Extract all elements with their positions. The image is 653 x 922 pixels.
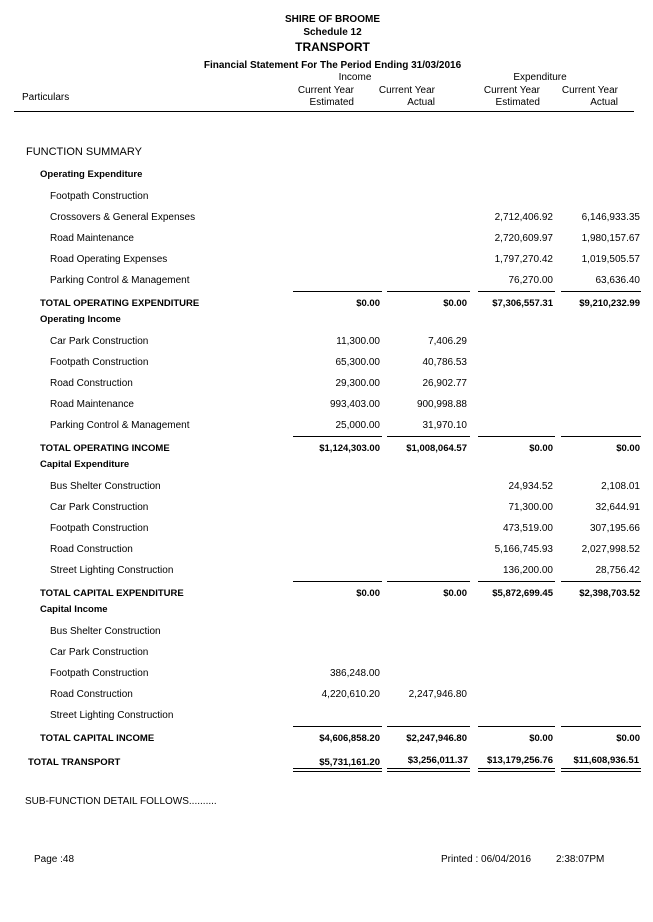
income-actual-header: Current Year Actual [378,85,435,108]
row-label: Road Construction [50,378,133,389]
income-actual-cell: $0.00 [443,298,467,309]
row-label: Road Construction [50,689,133,700]
income-estimated-cell: 993,403.00 [329,399,380,410]
subtotal-rule [387,291,470,292]
income-estimated-cell: 4,220,610.20 [321,689,380,700]
grand-total-expenditure-estimated: $13,179,256.76 [486,755,553,766]
subtotal-rule [478,581,555,582]
subtotal-rule [478,436,555,437]
expenditure-estimated-cell: 24,934.52 [508,481,553,492]
income-actual-cell: 900,998.88 [416,399,467,410]
expenditure-estimated-cell: 76,270.00 [508,275,553,286]
particulars-header: Particulars [22,92,70,103]
subtotal-rule [561,291,641,292]
subtotal-rule [293,291,382,292]
grand-total-rule [293,768,382,772]
subtotal-rule [387,436,470,437]
expenditure-actual-cell: $9,210,232.99 [579,298,640,309]
schedule-label: Schedule 12 [303,27,362,38]
section-title: FUNCTION SUMMARY [26,146,142,158]
subtotal-rule [293,726,382,727]
expenditure-actual-cell: $0.00 [616,443,640,454]
total-row-label: TOTAL CAPITAL EXPENDITURE [40,588,184,599]
income-actual-cell: 40,786.53 [422,357,467,368]
income-estimated-cell: 29,300.00 [335,378,380,389]
expenditure-actual-cell: $0.00 [616,733,640,744]
expenditure-estimated-cell: 5,166,745.93 [494,544,553,555]
income-estimated-cell: 386,248.00 [329,668,380,679]
row-label: Parking Control & Management [50,275,190,286]
grand-total-income-estimated: $5,731,161.20 [319,757,380,768]
expenditure-actual-cell: 1,019,505.57 [581,254,640,265]
row-label: Bus Shelter Construction [50,481,161,492]
expenditure-estimated-cell: $0.00 [529,733,553,744]
group-heading: Capital Expenditure [40,459,130,470]
subtotal-rule [561,436,641,437]
subtotal-rule [387,581,470,582]
group-heading: Operating Income [40,314,121,325]
row-label: Footpath Construction [50,191,149,202]
income-actual-cell: 26,902.77 [422,378,467,389]
subtotal-rule [387,726,470,727]
subtotal-rule [478,291,555,292]
income-estimated-cell: 25,000.00 [335,420,380,431]
row-label: Footpath Construction [50,668,149,679]
group-heading: Operating Expenditure [40,169,143,180]
total-row-label: TOTAL OPERATING EXPENDITURE [40,298,200,309]
subtotal-rule [478,726,555,727]
expenditure-actual-cell: 2,027,998.52 [581,544,640,555]
income-estimated-cell: $0.00 [356,588,380,599]
income-actual-cell: 7,406.29 [428,336,467,347]
subtotal-rule [293,581,382,582]
expenditure-estimated-cell: 1,797,270.42 [494,254,553,265]
row-label: Road Maintenance [50,399,134,410]
income-estimated-cell: $1,124,303.00 [319,443,380,454]
expenditure-actual-cell: 2,108.01 [601,481,640,492]
row-label: Footpath Construction [50,357,149,368]
subtotal-rule [561,726,641,727]
row-label: Bus Shelter Construction [50,626,161,637]
income-estimated-header: Current Year Estimated [297,85,354,108]
expenditure-group-header: Expenditure [513,72,567,83]
expenditure-actual-cell: 6,146,933.35 [581,212,640,223]
grand-total-label: TOTAL TRANSPORT [28,757,121,768]
row-label: Road Operating Expenses [50,254,168,265]
period-label: Financial Statement For The Period Ending 31/03/2016 [203,60,462,71]
income-actual-cell: 31,970.10 [422,420,467,431]
row-label: Road Maintenance [50,233,134,244]
page-number: Page :48 [34,854,75,865]
grand-total-income-actual: $3,256,011.37 [407,755,468,766]
grand-total-rule [478,768,555,772]
income-actual-cell: $2,247,946.80 [406,733,467,744]
total-row-label: TOTAL CAPITAL INCOME [40,733,155,744]
row-label: Car Park Construction [50,647,149,658]
expenditure-actual-header: Current Year Actual [561,85,618,108]
row-label: Street Lighting Construction [50,710,174,721]
expenditure-estimated-cell: $7,306,557.31 [492,298,553,309]
subtotal-rule [561,581,641,582]
row-label: Parking Control & Management [50,420,190,431]
expenditure-estimated-cell: 71,300.00 [508,502,553,513]
expenditure-estimated-header: Current Year Estimated [483,85,540,108]
expenditure-actual-cell: 32,644.91 [595,502,640,513]
expenditure-estimated-cell: $0.00 [529,443,553,454]
row-label: Street Lighting Construction [50,565,174,576]
income-actual-cell: $1,008,064.57 [406,443,467,454]
income-group-header: Income [338,72,372,83]
expenditure-actual-cell: 307,195.66 [589,523,640,534]
report-title: TRANSPORT [295,40,370,54]
printed-date: Printed : 06/04/2016 [441,854,532,865]
income-actual-cell: $0.00 [443,588,467,599]
grand-total-expenditure-actual: $11,608,936.51 [573,755,639,766]
income-estimated-cell: $0.00 [356,298,380,309]
grand-total-rule [387,768,470,772]
income-actual-cell: 2,247,946.80 [408,689,467,700]
group-heading: Capital Income [40,604,108,615]
expenditure-actual-cell: 1,980,157.67 [581,233,640,244]
printed-time: 2:38:07PM [556,854,605,865]
expenditure-estimated-cell: 2,720,609.97 [494,233,553,244]
row-label: Car Park Construction [50,502,149,513]
footer-note: SUB-FUNCTION DETAIL FOLLOWS.......... [25,796,217,807]
row-label: Footpath Construction [50,523,149,534]
row-label: Crossovers & General Expenses [50,212,196,223]
income-estimated-cell: 11,300.00 [336,336,380,347]
expenditure-estimated-cell: 473,519.00 [502,523,553,534]
expenditure-estimated-cell: 136,200.00 [502,565,553,576]
total-row-label: TOTAL OPERATING INCOME [40,443,170,454]
expenditure-actual-cell: 28,756.42 [595,565,640,576]
row-label: Road Construction [50,544,133,555]
income-estimated-cell: $4,606,858.20 [319,733,380,744]
income-estimated-cell: 65,300.00 [335,357,380,368]
org-name: SHIRE OF BROOME [284,14,380,25]
header-rule [14,111,634,112]
expenditure-estimated-cell: 2,712,406.92 [494,212,553,223]
expenditure-actual-cell: $2,398,703.52 [579,588,640,599]
expenditure-estimated-cell: $5,872,699.45 [492,588,553,599]
subtotal-rule [293,436,382,437]
expenditure-actual-cell: 63,636.40 [595,275,640,286]
row-label: Car Park Construction [50,336,149,347]
grand-total-rule [561,768,641,772]
